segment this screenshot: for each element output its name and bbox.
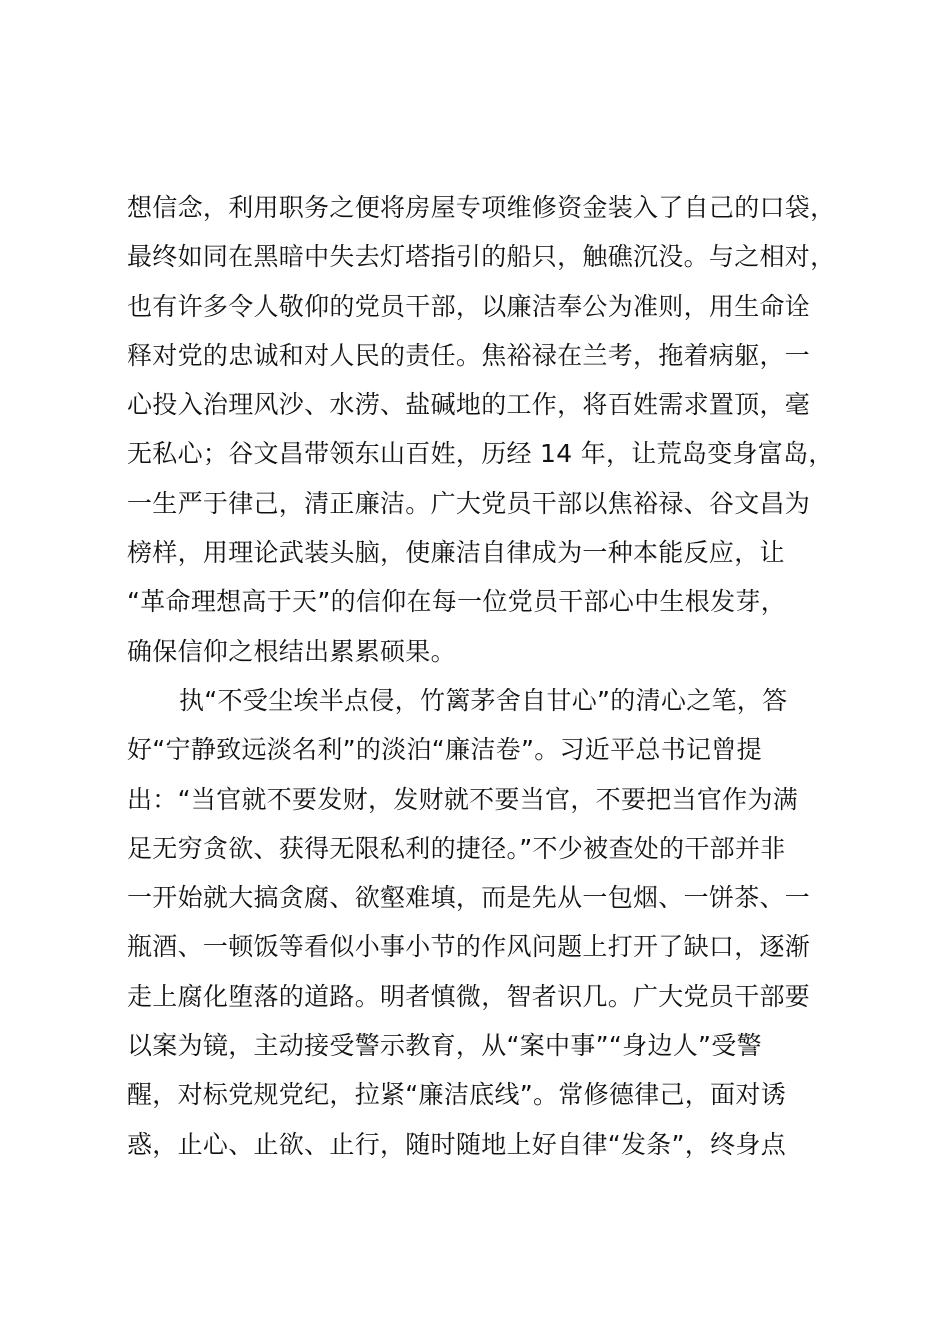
text-line: 确保信仰之根结出累累硕果。 bbox=[127, 636, 456, 666]
text-line: 好“宁静致远淡名利”的淡泊“廉洁卷”。习近平总书记曾提 bbox=[127, 735, 762, 765]
text-line: 一开始就大搞贪腐、欲壑难填，而是先从一包烟、一饼茶、一 bbox=[127, 883, 811, 913]
text-line: 无私心；谷文昌带领东山百姓，历经 14 年，让荒岛变身富岛， bbox=[127, 439, 834, 469]
text-line: 足无穷贪欲、获得无限私利的捷径。”不少被查处的干部并非 bbox=[127, 833, 786, 863]
text-line: 心投入治理风沙、水涝、盐碱地的工作，将百姓需求置顶，毫 bbox=[127, 390, 811, 420]
text-line: 榜样，用理论武装头脑，使廉洁自律成为一种本能反应，让 bbox=[127, 538, 785, 568]
paragraph-2 bbox=[127, 676, 857, 1169]
text-line: 出：“当官就不要发财，发财就不要当官，不要把当官作为满 bbox=[127, 784, 799, 814]
text-line: 以案为镜，主动接受警示教育，从“案中事”“身边人”受警 bbox=[127, 1031, 762, 1061]
text-line: 醒，对标党规党纪，拉紧“廉洁底线”。常修德律己，面对诱 bbox=[127, 1080, 787, 1110]
text-line: 想信念，利用职务之便将房屋专项维修资金装入了自己的口袋， bbox=[127, 193, 836, 222]
text-line: “革命理想高于天”的信仰在每一位党员干部心中生根发芽， bbox=[127, 587, 787, 617]
text-line-indented: 执“不受尘埃半点侵，竹篱茅舍自甘心”的清心之笔，答 bbox=[179, 685, 788, 715]
paragraph-1 bbox=[127, 183, 857, 676]
document-body bbox=[127, 183, 857, 1169]
text-line: 瓶酒、一顿饭等看似小事小节的作风问题上打开了缺口，逐渐 bbox=[127, 932, 811, 962]
text-line: 最终如同在黑暗中失去灯塔指引的船只，触礁沉没。与之相对， bbox=[127, 242, 836, 272]
text-line: 释对党的忠诚和对人民的责任。焦裕禄在兰考，拖着病躯，一 bbox=[127, 340, 811, 370]
text-line: 一生严于律己，清正廉洁。广大党员干部以焦裕禄、谷文昌为 bbox=[127, 488, 811, 518]
text-line: 也有许多令人敬仰的党员干部，以廉洁奉公为准则，用生命诠 bbox=[127, 291, 811, 321]
text-line: 惑，止心、止欲、止行，随时随地上好自律“发条”，终身点 bbox=[127, 1129, 787, 1159]
text-line: 走上腐化堕落的道路。明者慎微，智者识几。广大党员干部要 bbox=[127, 981, 811, 1011]
